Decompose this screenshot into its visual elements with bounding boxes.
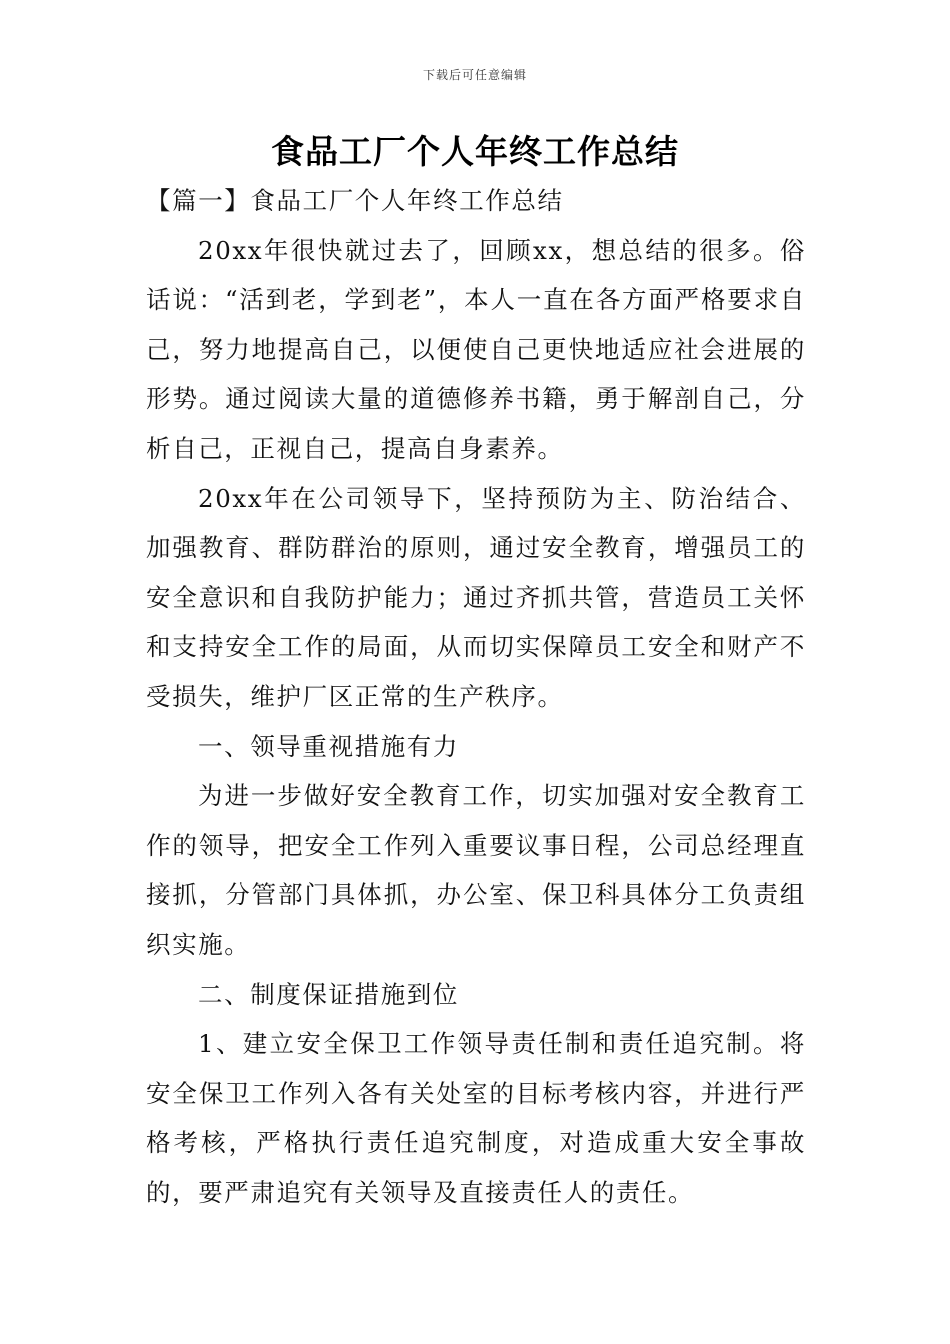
document-title: 食品工厂个人年终工作总结 — [271, 132, 679, 171]
subheading: 一、领导重视措施有力 — [198, 731, 459, 761]
paragraph: 为进一步做好安全教育工作，切实加强对安全教育工作的领导，把安全工作列入重要议事日程，公司总经理直接抓，分管部门具体抓，办公室、保卫科具体分工负责组织实施。 — [146, 781, 806, 959]
paragraph: 20xx年在公司领导下，坚持预防为主、防治结合、加强教育、群防群治的原则，通过安全教育，增强员工的安全意识和自我防护能力；通过齐抓共管，营造员工关怀和支持安全工作的局面，从而切实保障员工安全和财产不受损失，维护厂区正常的生产秩序。 — [146, 483, 806, 711]
subheading: 二、制度保证措施到位 — [198, 979, 459, 1009]
document-body — [146, 176, 806, 1217]
header-note: 下载后可任意编辑 — [422, 68, 527, 82]
paragraph: 1、建立安全保卫工作领导责任制和责任追究制。将安全保卫工作列入各有关处室的目标考核内容，并进行严格考核，严格执行责任追究制度，对造成重大安全事故的，要严肃追究有关领导及直接责任人的责任。 — [146, 1029, 806, 1207]
paragraph: 20xx年很快就过去了，回顾xx，想总结的很多。俗话说：“活到老，学到老”，本人一直在各方面严格要求自己，努力地提高自己，以便使自己更快地适应社会进展的形势。通过阅读大量的道德修养书籍，勇于解剖自己，分析自己，正视自己，提高自身素养。 — [146, 235, 806, 463]
section-heading: 【篇一】食品工厂个人年终工作总结 — [146, 186, 564, 215]
